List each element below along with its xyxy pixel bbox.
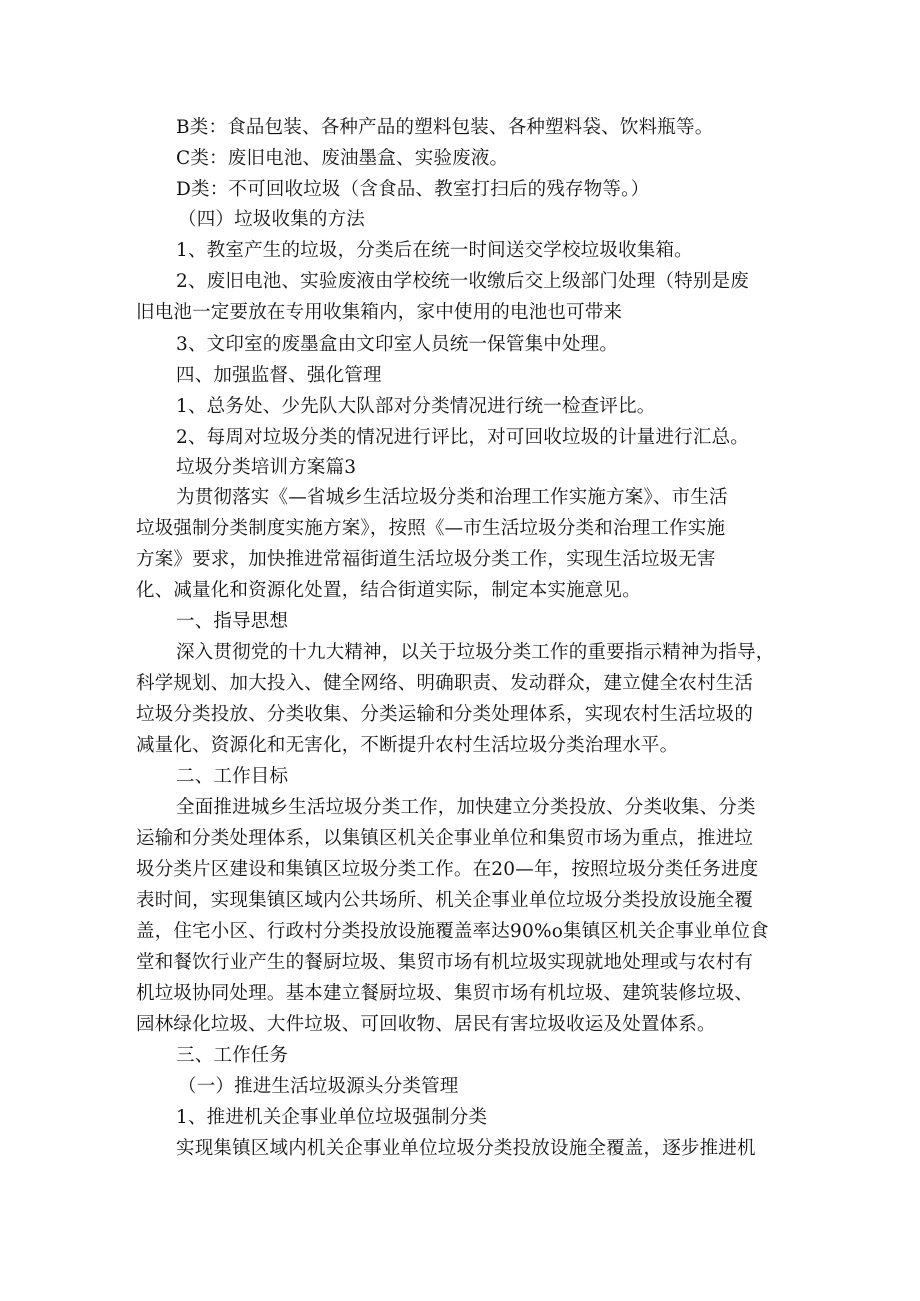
section-heading: （四）垃圾收集的方法 <box>178 209 366 230</box>
text-line: 2、废旧电池、实验废液由学校统一收缴后交上级部门处理（特别是废 <box>176 271 749 292</box>
text-line: 堂和餐饮行业产生的餐厨垃圾、集贸市场有机垃圾实现就地处理或与农村有 <box>136 952 754 973</box>
text-line: 为贯彻落实《—省城乡生活垃圾分类和治理工作实施方案》、市生活 <box>176 487 728 508</box>
text-line: 垃圾强制分类制度实施方案》，按照《—市生活垃圾分类和治理工作实施 <box>136 518 726 539</box>
text-line: B类：食品包装、各种产品的塑料包装、各种塑料袋、饮料瓶等。 <box>176 117 714 138</box>
text-line: 运输和分类处理体系，以集镇区机关企事业单位和集贸市场为重点，推进垃 <box>136 828 754 849</box>
text-line: 圾分类片区建设和集镇区垃圾分类工作。在20—年，按照垃圾分类任务进度 <box>136 859 759 880</box>
text-line: 盖，住宅小区、行政村分类投放设施覆盖率达90%o集镇区机关企事业单位食 <box>136 921 769 942</box>
text-line: 1、教室产生的垃圾，分类后在统一时间送交学校垃圾收集箱。 <box>176 240 693 261</box>
text-line: 垃圾分类投放、分类收集、分类运输和分类处理体系，实现农村生活垃圾的 <box>136 704 754 725</box>
section-heading: 三、工作任务 <box>176 1045 289 1066</box>
text-line: 旧电池一定要放在专用收集箱内，家中使用的电池也可带来 <box>136 302 623 323</box>
section-heading: 二、工作目标 <box>176 766 289 787</box>
text-line: 深入贯彻党的十九大精神，以关于垃圾分类工作的重要指示精神为指导， <box>176 642 775 663</box>
text-line: 减量化、资源化和无害化，不断提升农村生活垃圾分类治理水平。 <box>136 735 679 756</box>
section-heading: 四、加强监督、强化管理 <box>176 365 382 386</box>
text-line: 表时间，实现集镇区域内公共场所、机关企事业单位垃圾分类投放设施全覆 <box>136 890 754 911</box>
text-line: 1、推进机关企事业单位垃圾强制分类 <box>176 1107 488 1128</box>
text-line: 方案》要求，加快推进常福街道生活垃圾分类工作，实现生活垃圾无害 <box>136 549 716 570</box>
section-heading: 一、指导思想 <box>176 611 289 632</box>
text-line: 全面推进城乡生活垃圾分类工作，加快建立分类投放、分类收集、分类 <box>176 797 756 818</box>
text-line: 2、每周对垃圾分类的情况进行评比，对可回收垃圾的计量进行汇总。 <box>176 427 749 448</box>
text-line: 实现集镇区域内机关企事业单位垃圾分类投放设施全覆盖，逐步推进机 <box>176 1138 756 1159</box>
text-line: D类：不可回收垃圾（含食品、教室打扫后的残存物等。） <box>176 179 650 200</box>
text-line: 科学规划、加大投入、健全网络、明确职责、发动群众，建立健全农村生活 <box>136 673 754 694</box>
text-line: 1、总务处、少先队大队部对分类情况进行统一检查评比。 <box>176 396 656 417</box>
text-line: 化、减量化和资源化处置，结合街道实际，制定本实施意见。 <box>136 580 641 601</box>
text-line: 园林绿化垃圾、大件垃圾、可回收物、居民有害垃圾收运及处置体系。 <box>136 1014 716 1035</box>
section-heading: （一）推进生活垃圾源头分类管理 <box>178 1076 459 1097</box>
text-line: C类：废旧电池、废油墨盒、实验废液。 <box>176 148 509 169</box>
text-line: 3、文印室的废墨盒由文印室人员统一保管集中处理。 <box>176 334 619 355</box>
text-line: 机垃圾协同处理。基本建立餐厨垃圾、集贸市场有机垃圾、建筑装修垃圾、 <box>136 983 754 1004</box>
section-title: 垃圾分类培训方案篇3 <box>176 457 357 478</box>
